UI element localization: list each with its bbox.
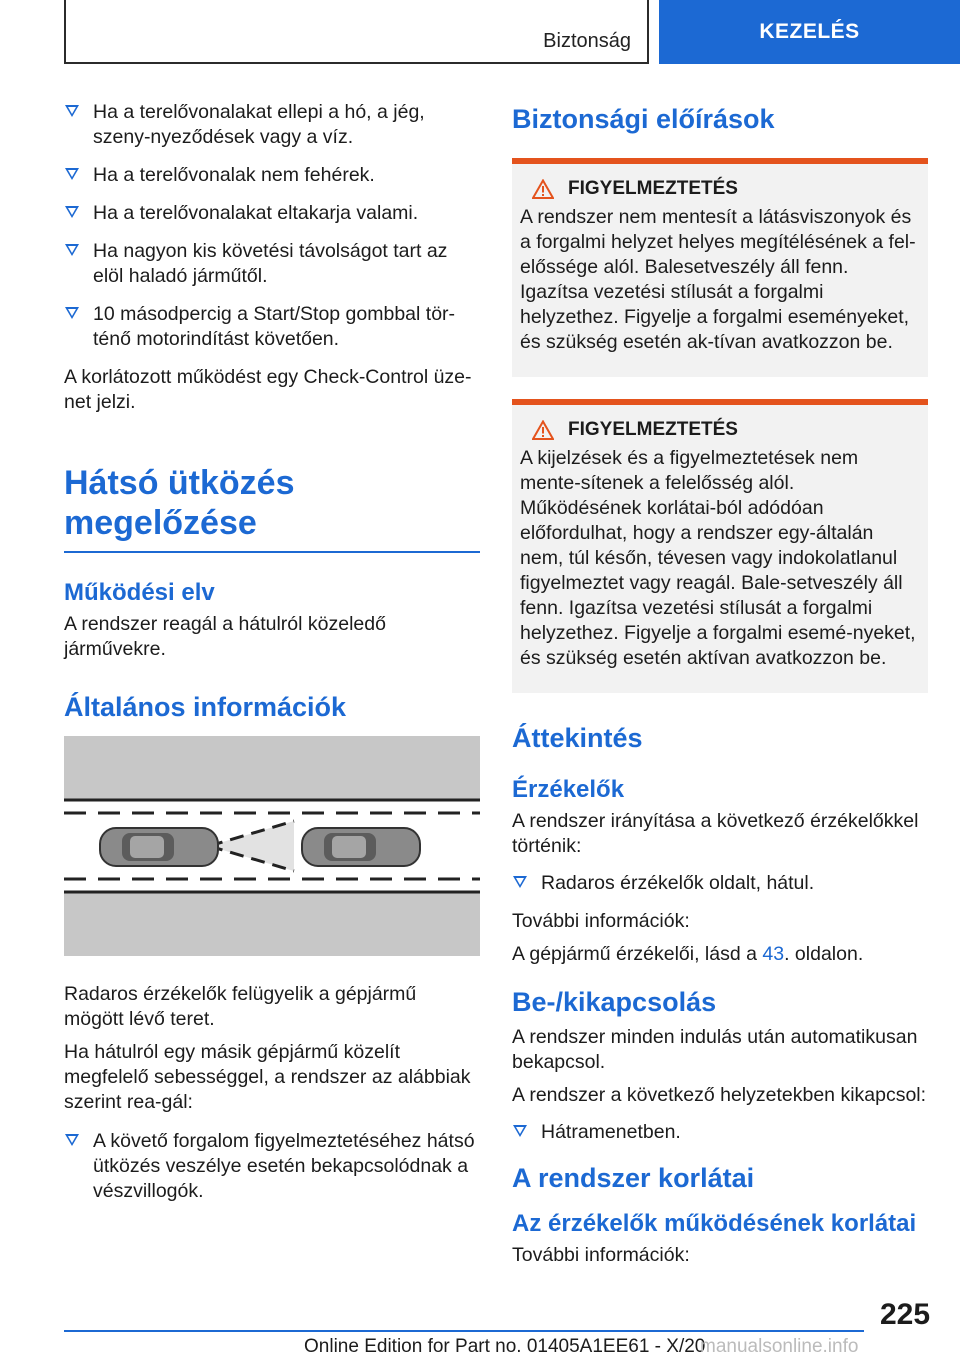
- left-column: [64, 100, 480, 1217]
- bullet-triangle-icon: [65, 168, 79, 180]
- edition-text: Online Edition for Part no. 01405A1EE61 - X/20: [304, 1336, 706, 1357]
- car-rear-icon: [100, 828, 218, 866]
- approach-text: Ha hátulról egy másik gépjármű közelít megfelelő sebességgel, a rendszer az alábbiak szerint rea-gál:: [64, 1041, 471, 1113]
- list-item: 10 másodpercig a Start/Stop gombbal tör-ténő motorindítást követően.: [64, 302, 480, 352]
- warning-text: A rendszer nem mentesít a látásviszonyok és a forgalmi helyzet helyes megítélésének a fel-előssége alól. Balesetveszély áll fenn. Igazítsa vezetési stílusát a forgalmi helyzethez. Figyelje a forgalmi eseményeket, és szükség esetén ak-tívan avatkozzon be.: [520, 206, 916, 353]
- warning-text: A kijelzések és a figyelmeztetések nem mente-sítenek a felelősség alól. Működésének korlátai-ból adódóan előfordulhat, hogy a rendszer egy-általán nem, túl későn, tévesen vagy indokolatlanul figyelmeztet vagy reagál. Bale-setveszély áll fenn. Igazítsa vezetési stílusát a forgalmi helyzethez. Figyelje a forgalmi esemé-nyeket, és szükség esetén aktívan avatkozzon be.: [520, 447, 916, 669]
- list-item: Radaros érzékelők oldalt, hátul.: [512, 871, 928, 896]
- warning-box-1: [512, 158, 928, 377]
- bullet-triangle-icon: [65, 244, 79, 256]
- limited-function-text: A korlátozott működést egy Check-Control üze-net jelzi.: [64, 366, 472, 413]
- switch-off-text: A rendszer a következő helyzetekben kikapcsol:: [512, 1084, 927, 1106]
- list-item: Ha a terelővonalak nem fehérek.: [64, 163, 480, 188]
- chapter-heading: Hátsó ütközés megelőzése: [64, 463, 480, 553]
- bullet-triangle-icon: [65, 206, 79, 218]
- header-chapter-tab[interactable]: KEZELÉS: [659, 0, 960, 64]
- right-column: [512, 100, 928, 1276]
- sensors-heading: Érzékelők: [512, 776, 625, 803]
- bullet-triangle-icon: [65, 307, 79, 319]
- car-front-icon: [302, 828, 420, 866]
- more-info-label: További információk:: [512, 910, 690, 932]
- warning-title: FIGYELMEZTETÉS: [568, 178, 738, 199]
- header-section-title: Biztonság: [543, 30, 631, 52]
- bullet-triangle-icon: [513, 876, 527, 888]
- principle-heading: Működési elv: [64, 579, 215, 606]
- overview-heading: Áttekintés: [512, 723, 643, 753]
- warning-triangle-icon: [532, 420, 554, 440]
- bullet-triangle-icon: [513, 1125, 527, 1137]
- list-item: Ha a terelővonalakat eltakarja valami.: [64, 201, 480, 226]
- warning-box-2: [512, 399, 928, 693]
- page-number: 225: [880, 1298, 931, 1331]
- list-item: A követő forgalom figyelmeztetéséhez hátsó ütközés veszélye esetén bekapcsolódnak a vészvillogók.: [64, 1129, 480, 1204]
- watermark: manualsonline.info: [700, 1336, 859, 1357]
- rear-collision-illustration: [64, 736, 480, 956]
- radar-text: Radaros érzékelők felügyelik a gépjármű mögött lévő teret.: [64, 983, 417, 1030]
- list-item: Hátramenetben.: [512, 1120, 928, 1145]
- sensors-text: A rendszer irányítása a következő érzékelőkkel történik:: [512, 810, 919, 857]
- general-info-heading: Általános információk: [64, 692, 347, 722]
- page-link[interactable]: 43: [762, 943, 785, 965]
- safety-heading: Biztonsági előírások: [512, 104, 775, 134]
- header-frame: [64, 0, 649, 64]
- sensor-limits-heading: Az érzékelők működésének korlátai: [512, 1210, 917, 1237]
- footer-divider: [64, 1330, 864, 1332]
- limits-heading: A rendszer korlátai: [512, 1163, 755, 1193]
- sensor-reference: A gépjármű érzékelői, lásd a 43. oldalon.: [512, 943, 864, 965]
- more-info-label: További információk:: [512, 1244, 690, 1266]
- bullet-triangle-icon: [65, 1134, 79, 1146]
- switch-on-text: A rendszer minden indulás után automatikusan bekapcsol.: [512, 1026, 918, 1073]
- on-off-heading: Be-/kikapcsolás: [512, 987, 717, 1017]
- bullet-triangle-icon: [65, 105, 79, 117]
- list-item: Ha a terelővonalakat ellepi a hó, a jég, szeny-nyeződések vagy a víz.: [64, 100, 480, 150]
- principle-text: A rendszer reagál a hátulról közeledő járművekre.: [64, 613, 386, 660]
- warning-title: FIGYELMEZTETÉS: [568, 419, 738, 440]
- radar-diagram-graphic: [64, 736, 480, 956]
- list-item: Ha nagyon kis követési távolságot tart az elöl haladó járműtől.: [64, 239, 480, 289]
- warning-triangle-icon: [532, 179, 554, 199]
